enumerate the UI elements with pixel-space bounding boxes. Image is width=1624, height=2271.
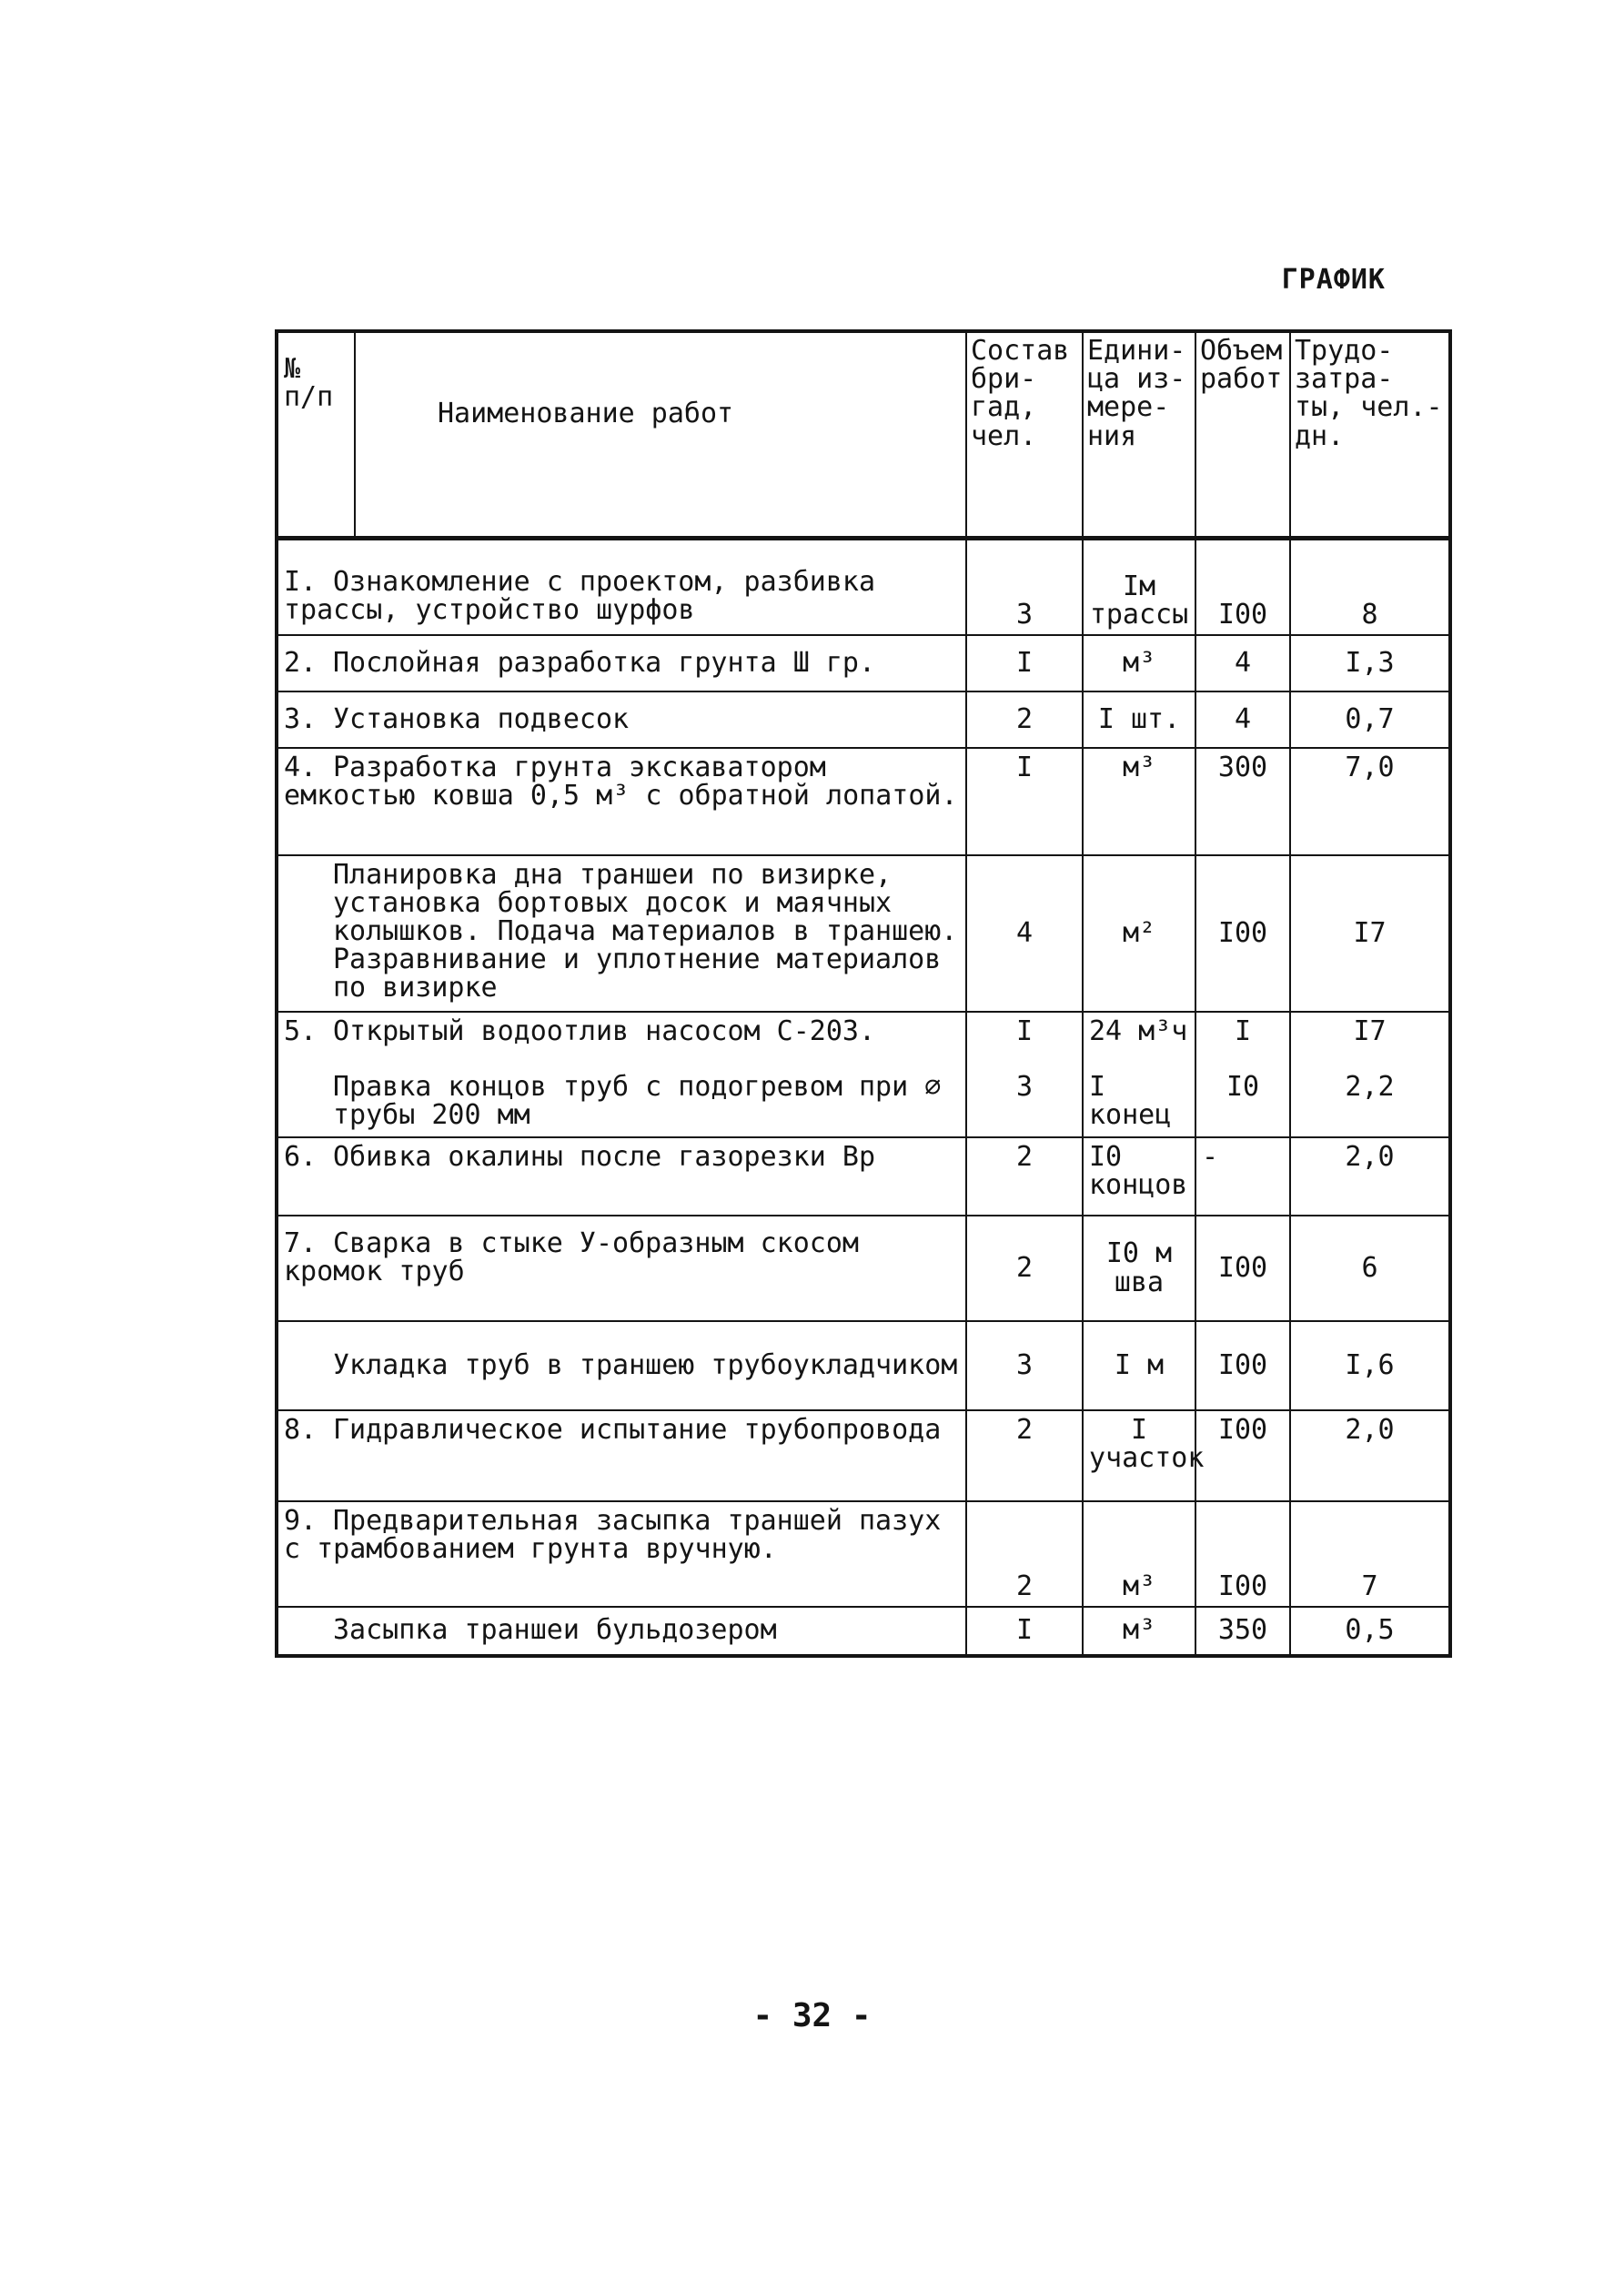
unit-cell: I конец — [1083, 1068, 1195, 1137]
header-volume: Объем работ — [1195, 331, 1290, 539]
crew-cell: 2 — [966, 1216, 1083, 1321]
work-name-cell — [277, 748, 966, 855]
crew-cell: 2 — [966, 1501, 1083, 1607]
unit-cell: I0 м шва — [1083, 1216, 1195, 1321]
table-row — [277, 1216, 1450, 1321]
header-num: № п/п — [277, 331, 355, 539]
unit-cell: I шт. — [1083, 691, 1195, 748]
row-number: 5. — [284, 1014, 318, 1047]
volume-cell: I — [1195, 1012, 1290, 1068]
page-label: ГРАФИК — [1281, 264, 1386, 296]
unit-cell: Iм трассы — [1083, 539, 1195, 635]
header-unit: Едини- ца из- мере- ния — [1083, 331, 1195, 539]
unit-cell: I0 концов — [1083, 1137, 1195, 1216]
volume-cell: I00 — [1195, 1410, 1290, 1501]
volume-cell: I00 — [1195, 539, 1290, 635]
row-number: 6. — [284, 1140, 318, 1173]
work-name-cell — [277, 1012, 966, 1068]
unit-cell: I участок — [1083, 1410, 1195, 1501]
work-name-cell — [277, 1216, 966, 1321]
work-name-cell — [277, 1137, 966, 1216]
table-row — [277, 1410, 1450, 1501]
labor-cell: 7,0 — [1290, 748, 1450, 855]
volume-cell: I00 — [1195, 1321, 1290, 1410]
unit-cell: м³ — [1083, 1501, 1195, 1607]
crew-cell: 2 — [966, 1410, 1083, 1501]
header-name: Наименование работ — [355, 331, 966, 539]
work-name-cell — [277, 855, 966, 1012]
work-name: Укладка труб в траншею трубоукладчиком — [333, 1348, 958, 1381]
table-row — [277, 1607, 1450, 1656]
unit-cell: 24 м³ч — [1083, 1012, 1195, 1068]
work-name-cell — [277, 1321, 966, 1410]
work-name: Предварительная засыпка траншей пазух с трамбованием грунта вручную. — [284, 1504, 942, 1565]
volume-cell: 4 — [1195, 691, 1290, 748]
work-name: Послойная разработка грунта Ш гр. — [333, 646, 876, 679]
row-number: 8. — [284, 1413, 318, 1446]
volume-cell: I00 — [1195, 855, 1290, 1012]
table-row — [277, 855, 1450, 1012]
work-name: Правка концов труб с подогревом при ⌀ трубы 200 мм — [333, 1070, 942, 1131]
volume-cell: I00 — [1195, 1216, 1290, 1321]
unit-cell: м³ — [1083, 748, 1195, 855]
table-row — [277, 1012, 1450, 1068]
work-name-cell — [277, 1607, 966, 1656]
row-number: 9. — [284, 1504, 318, 1537]
unit-cell: м³ — [1083, 635, 1195, 691]
labor-cell: I7 — [1290, 855, 1450, 1012]
work-name-cell — [277, 1410, 966, 1501]
volume-cell: 4 — [1195, 635, 1290, 691]
unit-cell: I м — [1083, 1321, 1195, 1410]
work-schedule-table — [275, 329, 1452, 1658]
labor-cell: I,3 — [1290, 635, 1450, 691]
table-row — [277, 1321, 1450, 1410]
crew-cell: I — [966, 1607, 1083, 1656]
work-name: Открытый водоотлив насосом С-203. — [333, 1014, 876, 1047]
work-name: Засыпка траншеи бульдозером — [333, 1614, 777, 1647]
work-name: Обивка окалины после газорезки Вр — [333, 1140, 876, 1173]
table-row — [277, 748, 1450, 855]
crew-cell: 2 — [966, 1137, 1083, 1216]
table-row — [277, 1068, 1450, 1137]
header-row — [277, 331, 1450, 539]
work-name-cell — [277, 635, 966, 691]
crew-cell: 3 — [966, 1321, 1083, 1410]
crew-cell: I — [966, 635, 1083, 691]
volume-cell: - — [1195, 1137, 1290, 1216]
labor-cell: 7 — [1290, 1501, 1450, 1607]
crew-cell: I — [966, 1012, 1083, 1068]
volume-cell: 350 — [1195, 1607, 1290, 1656]
unit-cell: м³ — [1083, 1607, 1195, 1656]
header-labor: Трудо- затра- ты, чел.-дн. — [1290, 331, 1450, 539]
crew-cell: 4 — [966, 855, 1083, 1012]
volume-cell: I0 — [1195, 1068, 1290, 1137]
table-row — [277, 1501, 1450, 1607]
table-row — [277, 691, 1450, 748]
labor-cell: 2,2 — [1290, 1068, 1450, 1137]
work-name: Установка подвесок — [333, 702, 630, 735]
header-crew: Состав бри- гад, чел. — [966, 331, 1083, 539]
work-name-cell — [277, 691, 966, 748]
crew-cell: 3 — [966, 1068, 1083, 1137]
labor-cell: 8 — [1290, 539, 1450, 635]
work-name-cell — [277, 539, 966, 635]
labor-cell: I7 — [1290, 1012, 1450, 1068]
volume-cell: 300 — [1195, 748, 1290, 855]
work-name: Ознакомление с проектом, разбивка трассы, устройство шурфов — [284, 566, 876, 627]
row-number: I. — [284, 566, 318, 598]
work-name: Сварка в стыке У-образным скосом кромок труб — [284, 1226, 859, 1287]
labor-cell: 2,0 — [1290, 1410, 1450, 1501]
work-name: Гидравлическое испытание трубопровода — [333, 1413, 942, 1446]
table-row — [277, 539, 1450, 635]
volume-cell: I00 — [1195, 1501, 1290, 1607]
row-number: 3. — [284, 702, 318, 735]
crew-cell: 2 — [966, 691, 1083, 748]
labor-cell: 0,7 — [1290, 691, 1450, 748]
table-row — [277, 635, 1450, 691]
labor-cell: 6 — [1290, 1216, 1450, 1321]
work-name-cell — [277, 1068, 966, 1137]
unit-cell: м² — [1083, 855, 1195, 1012]
work-name-cell — [277, 1501, 966, 1607]
crew-cell: 3 — [966, 539, 1083, 635]
work-name: Разработка грунта экскаватором емкостью ковша 0,5 м³ с обратной лопатой. — [284, 751, 958, 812]
crew-cell: I — [966, 748, 1083, 855]
work-name: Планировка дна траншеи по визирке, установка бортовых досок и маячных колышков. Подача материалов в траншею. Разравнивание и уплотнение материалов по визирке — [333, 858, 958, 1004]
table-row — [277, 1137, 1450, 1216]
row-number: 7. — [284, 1226, 318, 1259]
labor-cell: 0,5 — [1290, 1607, 1450, 1656]
labor-cell: 2,0 — [1290, 1137, 1450, 1216]
labor-cell: I,6 — [1290, 1321, 1450, 1410]
row-number: 4. — [284, 751, 318, 783]
row-number: 2. — [284, 646, 318, 679]
page-number: - 32 - — [752, 1997, 872, 2034]
